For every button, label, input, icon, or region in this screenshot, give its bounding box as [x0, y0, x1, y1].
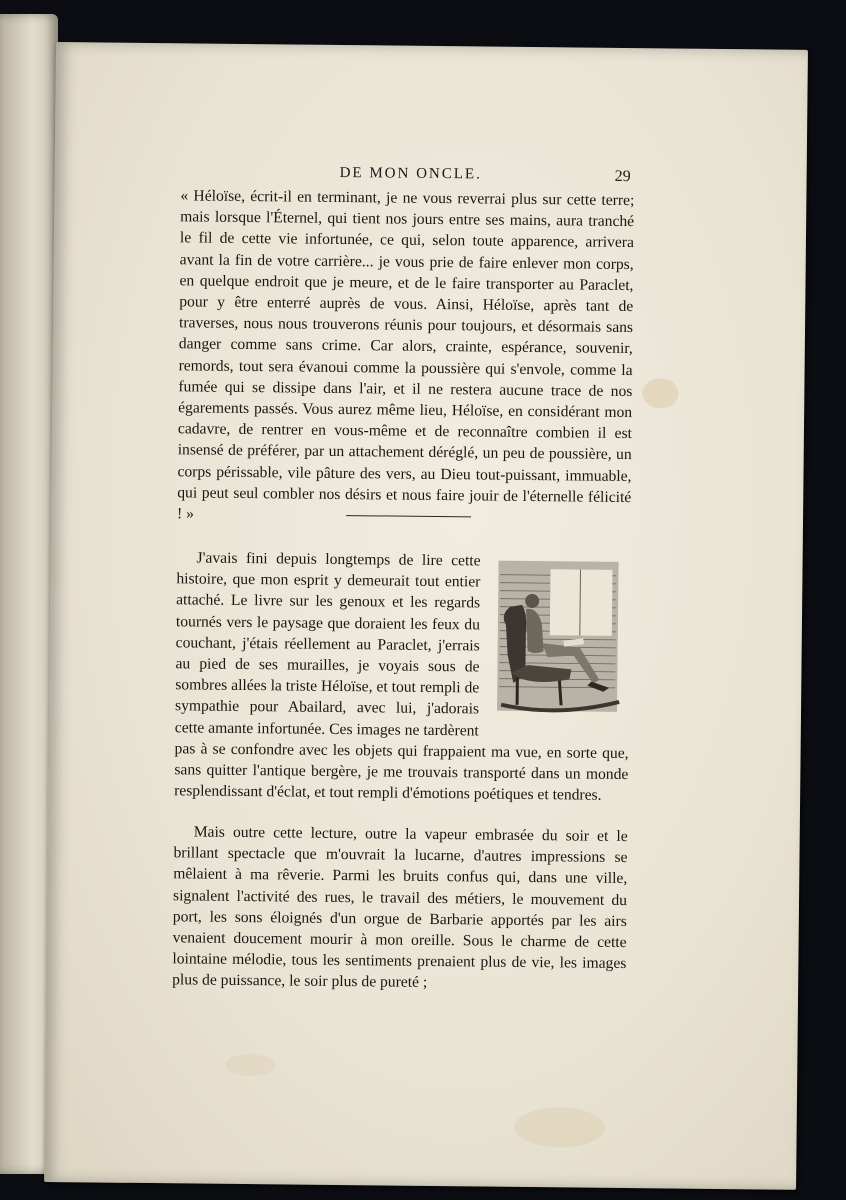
paper-stain: [225, 1054, 275, 1077]
main-text: J'avais fini depuis longtemps de lire cette histoire, que mon esprit y demeurait tout entier attaché. Le livre sur les genoux et les regards tournés vers le paysage que doraient les feux du couchant, j'étais réellement au Paraclet, j'errais au pied de ses murailles, je voyais sous de sombres allées la triste Héloïse, et tout rempli de sympathie pour Abailard, avec lui, j'adorais cette amante infortunée. Ces images ne tardèrent pas à se confondre avec les objets qui frappaient ma vue, en sorte que, sans quitter l'antique bergère, je me trouvais transporté dans un monde resplendissant d'éclat, et tout rempli d'émotions poétiques et tendres.: [174, 549, 629, 804]
quote-text: « Héloïse, écrit-il en terminant, je ne vous reverrai plus sur cette terre; mais lorsque l'Éternel, qui tient nos jours entre ses mains, aura tranché le fil de cette vie infortunée, ce qui, selon toute apparence, arrivera avant la fin de votre carrière... je vous prie de faire enlever mon corps, en quelque endroit que je meure, et de le faire transporter au Paraclet, pour y être enterré auprès de vous. Ainsi, Héloïse, après tant de traverses, nous nous trouverons réunis pour toujours, et désormais sans danger comme sans crime. Car alors, crainte, espérance, souvenir, remords, tout sera évanoui comme la poussière qui s'envole, comme la fumée qui se dissipe dans l'air, et il ne restera aucune trace de nos égarements passés. Vous aurez même lieu, Héloïse, en considérant mon cadavre, de rentrer en vous-même et de reconnaître combien il est insensé de préférer, par un attachement déréglé, un peu de poussière, un corps périssable, vile pâture des vers, au Dieu tout-puissant, immuable, qui peut seul combler nos désirs et nous faire jouir de l'éternelle félicité ! »: [176, 187, 635, 523]
main-paragraph: [174, 547, 631, 806]
paper-stain: [514, 1107, 604, 1148]
second-paragraph: [172, 821, 628, 995]
page-number: 29: [614, 167, 631, 186]
running-title: DE MON ONCLE.: [339, 164, 482, 183]
quote-paragraph: [177, 185, 635, 529]
engraving-man-reading-in-armchair-icon: [487, 555, 635, 725]
page-header: [55, 162, 807, 186]
paper-stain: [642, 378, 678, 408]
second-text: Mais outre cette lecture, outre la vapeur embrasée du soir et le brillant spectacle que m'ouvrait la lucarne, d'autres impressions se mêlaient à ma rêverie. Parmi les bruits confus qui, dans une ville, signalent l'activité des rues, le travail des métiers, le mouvement du port, les sons éloignés d'un orgue de Barbarie apportés par les airs venaient doucement mourir à mon oreille. Sous le charme de cette lointaine mélodie, tous les sentiments prenaient plus de vie, les images plus de puissance, le soir plus de pureté ;: [172, 823, 628, 992]
book-page: [44, 42, 808, 1190]
